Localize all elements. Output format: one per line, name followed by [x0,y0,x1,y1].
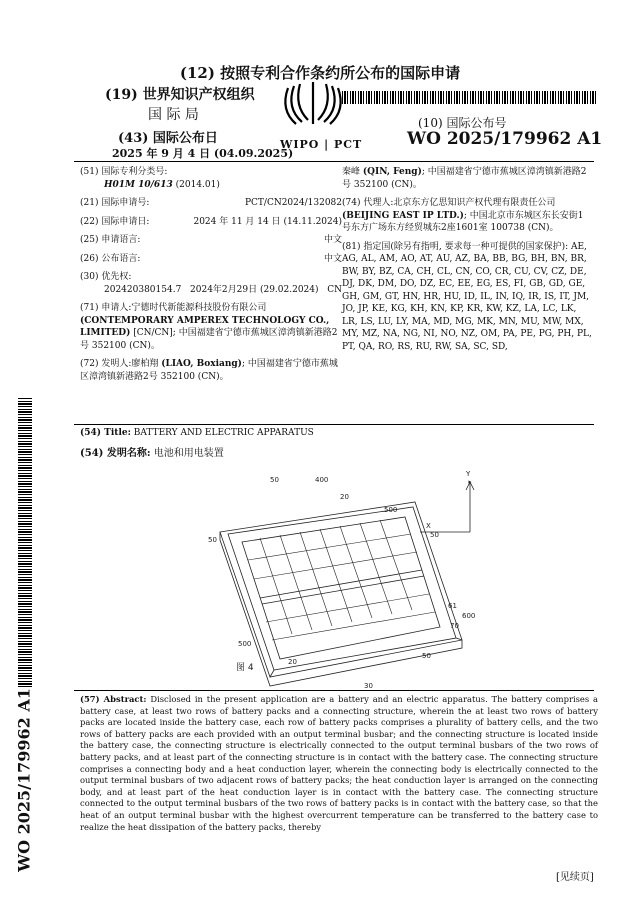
barcode [342,91,596,104]
title-chinese: (54) 发明名称: 电池和用电装置 [80,448,224,459]
svg-text:61: 61 [448,602,457,610]
svg-text:30: 30 [364,682,373,690]
continued-note: [见续页] [556,872,594,883]
abstract: (57) Abstract: Disclosed in the present application are a battery and an electric apparatus. The battery comprises a battery case, at least two rows of battery packs and a connecting structure, wherein the at least two rows of battery packs are located inside the battery case, each row of battery packs comprises a plurality of battery cells, and the two rows of battery packs are each provided with an output terminal busbar; and the connecting structure is located inside the battery case, the connecting structure is electrically connected to the output terminal busbars of the two rows of battery packs, and at least part of the connecting structure is in contact with the battery case. The connecting structure comprises a connecting body and a heat conduction layer, wherein the connecting body is electrically connected to the output terminal busbars of two adjacent rows of battery packs; the heat conduction layer is arranged on the connecting body, and at least part of the heat conduction layer is in contact with the battery case. The connecting structure connected to the output terminal busbars of the two rows of battery packs is in contact with the battery case, so that the heat of an output terminal busbar with the highest overcurrent temperature can be transferred to the battery case to realize the heat dissipation of the battery packs, thereby [80,694,598,832]
svg-text:70: 70 [450,622,459,630]
publication-number-label: (10) 国际公布号 [418,116,507,130]
field-26: (26) 公布语言: 中文 [80,253,342,264]
svg-text:500: 500 [238,640,252,648]
svg-text:20: 20 [288,658,297,666]
svg-text:Y: Y [466,470,471,478]
bureau-name: 国 际 局 [148,107,199,123]
title-rule [74,424,594,425]
svg-text:50: 50 [422,652,431,660]
svg-text:600: 600 [462,612,476,620]
side-barcode [18,397,32,687]
bibliographic-right-column [342,166,592,353]
field-74: (74) 代理人:北京东方亿思知识产权代理有限责任公司 (BEIJING EAST IP LTD.); 中国北京市东城区东长安街1号东方广场东方经贸城东2座1601室 100738 (CN)。 [342,198,584,233]
header-rule [74,161,594,162]
wipo-logo-icon [270,80,356,138]
field-81: (81) 指定国(除另有指明, 要求每一种可提供的国家保护): AE, AG, AL, AM, AO, AT, AU, AZ, BA, BB, BG, BH, BN, BR, BW, BY, BZ, CA, CH, CL, CN, CO, CR, CU, CV, CZ, DE, DJ, DK, DM, DO, DZ, EC, EE, EG, ES, FI, GB, GD, GE, GH, GM, GT, HN, HR, HU, ID, IL, IN, IQ, IR, IS, IT, JM, JO, JP, KE, KG, KH, KN, KP, KR, KW, KZ, LA, LC, LK, LR, LS, LU, LY, MA, MD, MG, MK, MN, MU, MW, MX, MY, MZ, NA, NG, NI, NO, NZ, OM, PA, PE, PG, PH, PL, PT, QA, RO, RS, RU, RW, SA, SC, SD, [342,241,592,352]
abstract-rule [74,690,594,691]
figure-caption: 图 4 [236,663,254,673]
field-30: (30) 优先权: [80,272,132,282]
figure-label: 50 [270,476,279,484]
field-72: (72) 发明人:廖柏翔 (LIAO, Boxiang); 中国福建省宁德市蕉城区漳湾镇新港路2号 352100 (CN)。 [80,359,338,382]
field-71: (71) 申请人:宁德时代新能源科技股份有限公司 (CONTEMPORARY AMPEREX TECHNOLOGY CO., LIMITED) [CN/CN]; 中国福建省宁德市蕉城区漳湾镇新港路2号 352100 (CN)。 [80,303,338,351]
organization-name: (19) 世界知识产权组织 [105,87,255,103]
inventor-continued: 秦峰 (QIN, Feng); 中国福建省宁德市蕉城区漳湾镇新港路2号 352100 (CN)。 [342,167,587,190]
field-22: (22) 国际申请日: 2024 年 11 月 14 日 (14.11.2024) [80,216,342,227]
side-publication-number: WO 2025/179962 A1 [14,688,34,872]
svg-text:500: 500 [384,506,398,514]
field-51: (51) 国际专利分类号: [80,167,168,177]
svg-text:20: 20 [340,493,349,501]
svg-text:50: 50 [430,531,439,539]
field-21: (21) 国际申请号: PCT/CN2024/132082 [80,198,342,208]
publication-date-label: (43) 国际公布日 [118,131,218,146]
publication-date: 2025 年 9 月 4 日 (04.09.2025) [112,147,294,160]
battery-figure [200,462,500,690]
svg-text:50: 50 [208,536,217,544]
publication-number: WO 2025/179962 A1 [407,129,603,149]
title-english: (54) Title: BATTERY AND ELECTRIC APPARATUS [80,428,314,438]
wipo-pct-label: WIPO | PCT [280,138,363,151]
svg-text:400: 400 [315,476,329,484]
field-25: (25) 申请语言: 中文 [80,235,342,245]
document-title: (12) 按照专利合作条约所公布的国际申请 [179,64,461,82]
bibliographic-left-column: (51) 国际专利分类号: H01M 10/613 (2014.01) (21) 国际申请号: PCT/CN2024/132082 (22) 国际申请日: 2024 年 11 月 14 日 (14.11.2024) (25) 申请语言: 中文 (26) 公布语言: 中文 (30) 优先权: 202420380154.7 2024年2月29日 (29.02.2024) CN (71) 申请人:宁德时代新能源科技股份有限公司 (CONTEMPORARY AMPEREX TECHNOLOGY CO., LIMITED) [CN/CN]; 中国福建省宁德市蕉城区漳湾镇新港路2号 352100 (CN)。 (72) 发明人:廖柏翔 (LIAO, Boxiang); 中国福建省宁德市蕉城区漳湾镇新港路2号 352100 (CN)。 [80,167,342,382]
svg-text:X: X [426,522,431,530]
